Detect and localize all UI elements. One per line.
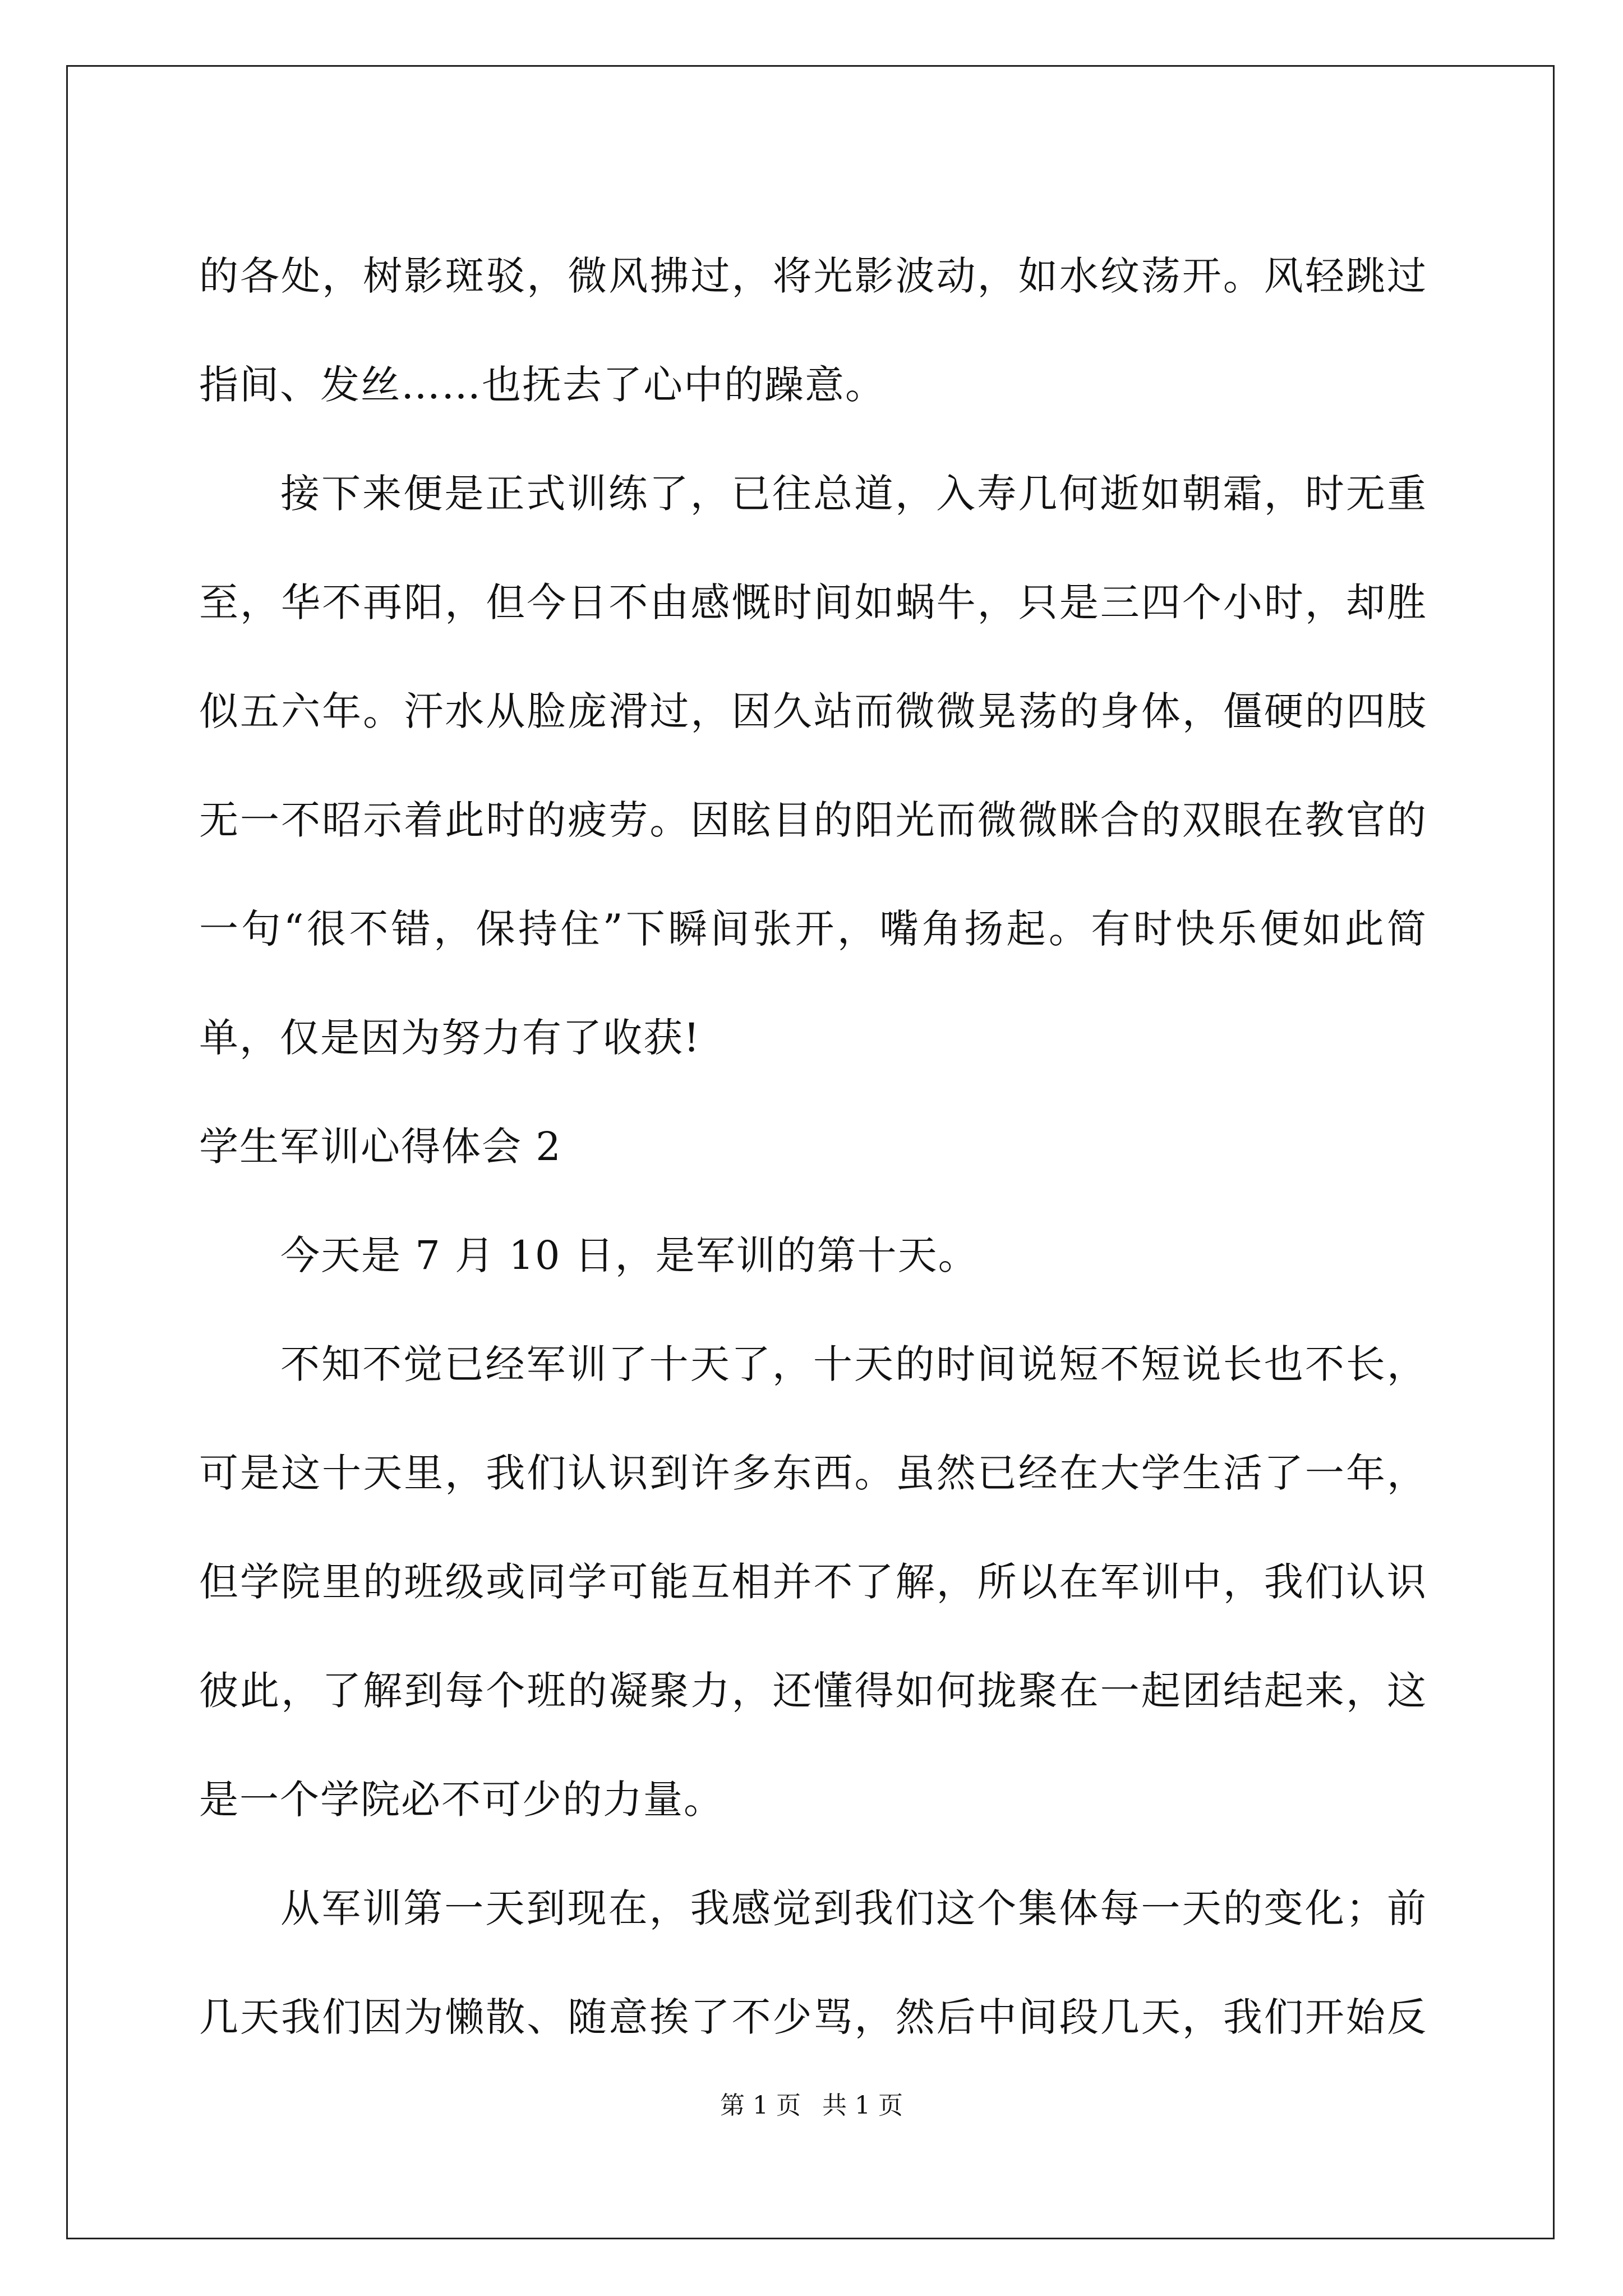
text-line: 今天是 7 月 10 日，是军训的第十天。: [280, 1232, 979, 1278]
text-line: 指间、发丝……也抚去了心中的躁意。: [199, 362, 886, 408]
text-line: 可是这十天里，我们认识到许多东西。虽然已经在大学生活了一年，: [199, 1450, 1427, 1496]
text-line: 几天我们因为懒散、随意挨了不少骂，然后中间段几天，我们开始反: [199, 1994, 1427, 2040]
text-line: 彼此，了解到每个班的凝聚力，还懂得如何拢聚在一起团结起来，这: [199, 1668, 1427, 1714]
page-number: 第 1 页: [720, 2091, 801, 2120]
text-line: 的各处，树影斑驳，微风拂过，将光影波动，如水纹荡开。风轻跳过: [199, 253, 1427, 299]
text-line: 是一个学院必不可少的力量。: [199, 1777, 724, 1823]
text-line: 至，华不再阳，但今日不由感慨时间如蜗牛，只是三四个小时，却胜: [199, 579, 1427, 625]
page-footer: [0, 2089, 1623, 2123]
text-line: 单，仅是因为努力有了收获!: [199, 1015, 701, 1061]
text-line: 从军训第一天到现在，我感觉到我们这个集体每一天的变化；前: [280, 1885, 1427, 1931]
text-line: 无一不昭示着此时的疲劳。因眩目的阳光而微微眯合的双眼在教官的: [199, 797, 1427, 843]
text-line: 似五六年。汗水从脸庞滑过，因久站而微微晃荡的身体，僵硬的四肢: [199, 688, 1427, 734]
page-total: 共 1 页: [822, 2091, 903, 2120]
text-line: 一句“很不错，保持住”下瞬间张开，嘴角扬起。有时快乐便如此简: [199, 906, 1427, 952]
text-line: 但学院里的班级或同学可能互相并不了解，所以在军训中，我们认识: [199, 1559, 1427, 1605]
document-body: [199, 222, 1427, 2072]
text-line: 不知不觉已经军训了十天了，十天的时间说短不短说长也不长，: [280, 1341, 1427, 1387]
section-heading: 学生军训心得体会 2: [199, 1124, 562, 1170]
text-line: 接下来便是正式训练了，已往总道，入寿几何逝如朝霜，时无重: [280, 471, 1427, 517]
